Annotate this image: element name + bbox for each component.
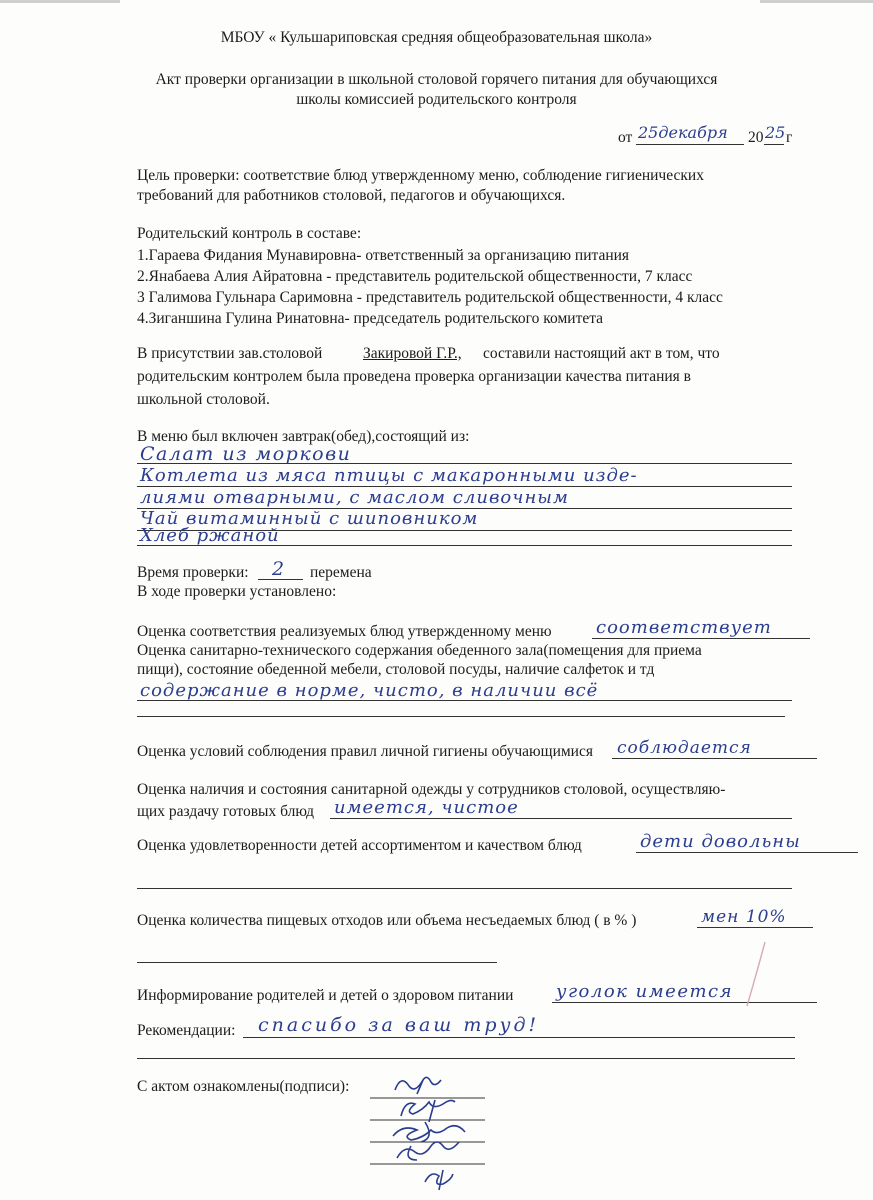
hygiene-value: соблюдается	[617, 738, 752, 758]
waste-value: мен 10%	[701, 907, 787, 927]
recommendations-line	[137, 1058, 795, 1059]
clothing-line2: щих раздачу готовых блюд	[137, 803, 315, 820]
hygiene-line	[612, 758, 817, 759]
commission-member: 1.Гараева Фидания Мунавировна- ответственный за организацию питания	[137, 247, 630, 264]
commission-heading: Родительский контроль в составе:	[137, 225, 362, 242]
signature	[397, 1142, 459, 1160]
info-line	[552, 1002, 817, 1003]
info-value: уголок имеется	[556, 981, 734, 1002]
satisfaction-value: дети довольны	[640, 831, 801, 852]
presence-line3: школьной столовой.	[137, 391, 270, 408]
clothing-line	[330, 818, 792, 819]
act-title-line1: Акт проверки организации в школьной столовой горячего питания для обучающихся	[155, 71, 718, 88]
presence-prefix: В присутствии зав.столовой	[137, 345, 323, 362]
waste-label: Оценка количества пищевых отходов или объема несъедаемых блюд ( в % )	[137, 912, 637, 929]
menu-item: Чай витаминный с шиповником	[140, 508, 479, 529]
clothing-line1: Оценка наличия и состояния санитарной одежды у сотрудников столовой, осуществляю-	[137, 781, 726, 798]
purpose-line1: Цель проверки: соответствие блюд утвержденному меню, соблюдение гигиенических	[137, 167, 704, 184]
check-time-label: Время проверки:	[137, 564, 249, 581]
menu-compliance-value: соответствует	[596, 617, 772, 638]
sanitary-line1: Оценка санитарно-технического содержания обеденного зала(помещения для приема	[137, 642, 702, 659]
satisfaction-label: Оценка удовлетворенности детей ассортиментом и качеством блюд	[137, 837, 582, 854]
presence-suffix: составили настоящий акт в том, что	[483, 345, 720, 362]
date-year-suffix: 25	[765, 123, 786, 142]
commission-member: 2.Янабаева Алия Айратовна - представитель родительской общественности, 7 класс	[137, 268, 693, 285]
sanitary-line2: пищи), состояние обеденной мебели, столовой посуды, наличие салфеток и тд	[137, 661, 655, 678]
menu-line	[137, 545, 792, 546]
menu-item: Котлета из мяса птицы с макаронными изде-	[140, 465, 638, 486]
check-time-suffix: перемена	[310, 564, 372, 581]
sanitary-value: содержание в норме, чисто, в наличии всё	[140, 680, 599, 701]
check-time-value: 2	[272, 558, 286, 580]
date-year-end: г	[786, 129, 793, 146]
canteen-head-name: Закировой Г.Р.,	[363, 345, 462, 362]
signatures-label: С актом ознакомлены(подписи):	[137, 1078, 350, 1095]
presence-line2: родительским контролем была проведена проверка организации качества питания в	[137, 368, 692, 385]
scan-edge-mark	[760, 0, 873, 3]
menu-item: лиями отварными, с маслом сливочным	[140, 487, 569, 508]
menu-compliance-line	[592, 638, 810, 639]
recommendations-label: Рекомендации:	[137, 1022, 236, 1039]
menu-item: Салат из моркови	[140, 443, 352, 465]
date-day-month: 25декабря	[638, 123, 728, 142]
signature	[401, 1100, 455, 1122]
hygiene-label: Оценка условий соблюдения правил личной гигиены обучающимися	[137, 743, 593, 760]
sanitary-line	[137, 716, 785, 717]
signatures-block	[365, 1070, 505, 1195]
menu-line	[137, 463, 792, 464]
waste-line	[137, 962, 497, 963]
info-label: Информирование родителей и детей о здоровом питании	[137, 987, 514, 1004]
scan-edge-mark	[0, 0, 120, 3]
waste-line	[697, 927, 813, 928]
date-prefix: от	[618, 129, 633, 146]
year-underline	[764, 144, 784, 145]
margin-pen-mark	[735, 940, 775, 1010]
signature	[395, 1077, 441, 1094]
signature	[393, 1122, 465, 1142]
satisfaction-line	[636, 852, 858, 853]
recommendations-value: спасибо за ваш труд!	[258, 1014, 540, 1036]
menu-compliance-label: Оценка соответствия реализуемых блюд утвержденному меню	[137, 623, 552, 640]
menu-item: Хлеб ржаной	[140, 525, 280, 546]
date-year-prefix: 20	[748, 129, 764, 146]
menu-heading: В меню был включен завтрак(обед),состоящий из:	[137, 428, 470, 445]
signature	[425, 1170, 453, 1190]
commission-member: 3 Галимова Гульнара Саримовна - представитель родительской общественности, 4 класс	[137, 289, 723, 306]
findings-heading: В ходе проверки установлено:	[137, 583, 337, 600]
clothing-value: имеется, чистое	[334, 797, 519, 818]
commission-member: 4.Зиганшина Гулина Ринатовна- председатель родительского комитета	[137, 310, 604, 327]
satisfaction-line	[137, 888, 792, 889]
recommendations-line	[243, 1037, 795, 1038]
purpose-line2: требований для работников столовой, педагогов и обучающихся.	[137, 187, 566, 204]
pen-stroke	[747, 942, 765, 1006]
school-name: МБОУ « Кульшариповская средняя общеобразовательная школа»	[220, 29, 653, 46]
act-title-line2: школы комиссией родительского контроля	[296, 91, 577, 108]
check-time-underline	[258, 579, 303, 580]
sanitary-line	[137, 700, 792, 701]
date-underline	[636, 144, 744, 145]
